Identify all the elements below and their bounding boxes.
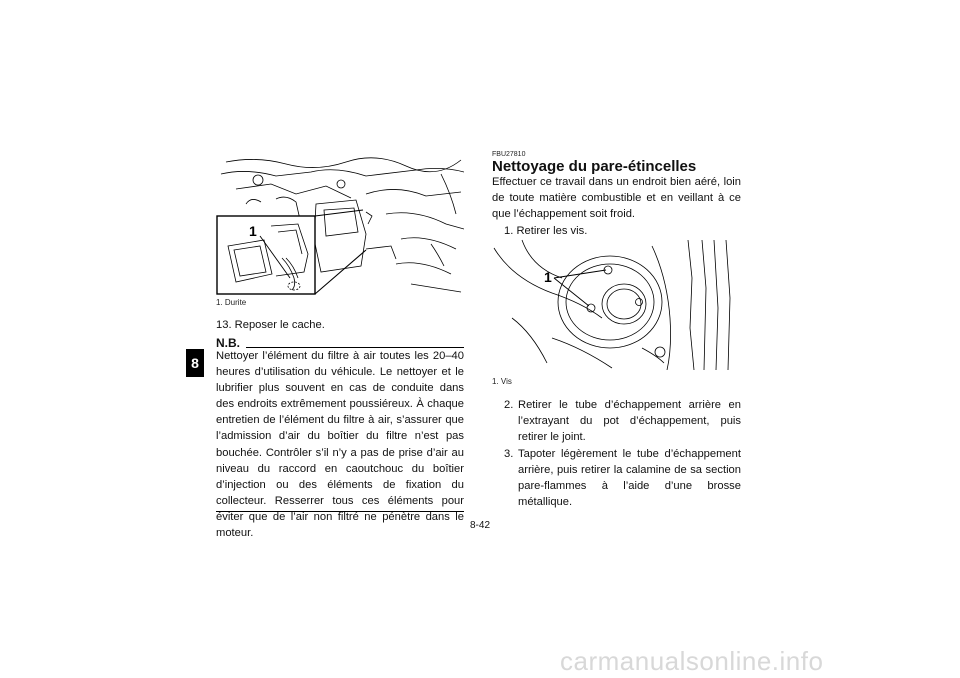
note-label: N.B.	[216, 336, 240, 350]
step-3: Tapoter légèrement le tube d’échappement arrière, puis retirer la calamine de sa section pare-flammes à l’aide d’une brosse métallique.	[518, 448, 741, 508]
air-filter-figure	[216, 154, 464, 296]
note-bottom-rule	[216, 511, 464, 512]
step-2-number: 2.	[504, 399, 514, 411]
intro-text: Effectuer ce travail dans un endroit bien aéré, loin de toute matière combustible et en veillant à ce que l’échappement soit froid.	[492, 176, 741, 221]
left-figure-caption: 1. Durite	[216, 298, 247, 307]
step-1: 1. Retirer les vis.	[504, 225, 588, 237]
left-figure-callout: 1	[249, 223, 257, 239]
step-13: 13. Reposer le cache.	[216, 319, 325, 331]
section-code: FBU27810	[492, 151, 526, 158]
chapter-tab: 8	[186, 349, 204, 377]
page-number: 8-42	[470, 520, 491, 531]
watermark: carmanualsonline.info	[560, 646, 824, 676]
right-figure-caption: 1. Vis	[492, 377, 512, 386]
step-2: Retirer le tube d’échappement arrière en l’extrayant du pot d’échappement, puis retirer le joint.	[518, 399, 741, 443]
note-text: Nettoyer l’élément du filtre à air toutes les 20–40 heures d’utilisation du véhicule. Le nettoyer et le lubrifier plus souvent en cas de conduite dans des endroits extrêmement poussiéreux. À chaque entretien de l’élément du filtre à air, s’assurer que l’admission d’air du boîtier du filtre n’est pas bouchée. Contrôler s’il n’y a pas de prise d’air au niveau du raccord en caoutchouc du boîtier d’injection ou des éléments de fixation du collecteur. Resserrer tous ces éléments pour éviter que de l’air non filtré ne pénètre dans le moteur.	[216, 350, 464, 540]
step-3-number: 3.	[504, 448, 514, 460]
muffler-figure	[492, 238, 741, 370]
section-title: Nettoyage du pare-étincelles	[492, 158, 697, 175]
right-figure-callout: 1	[544, 269, 552, 285]
